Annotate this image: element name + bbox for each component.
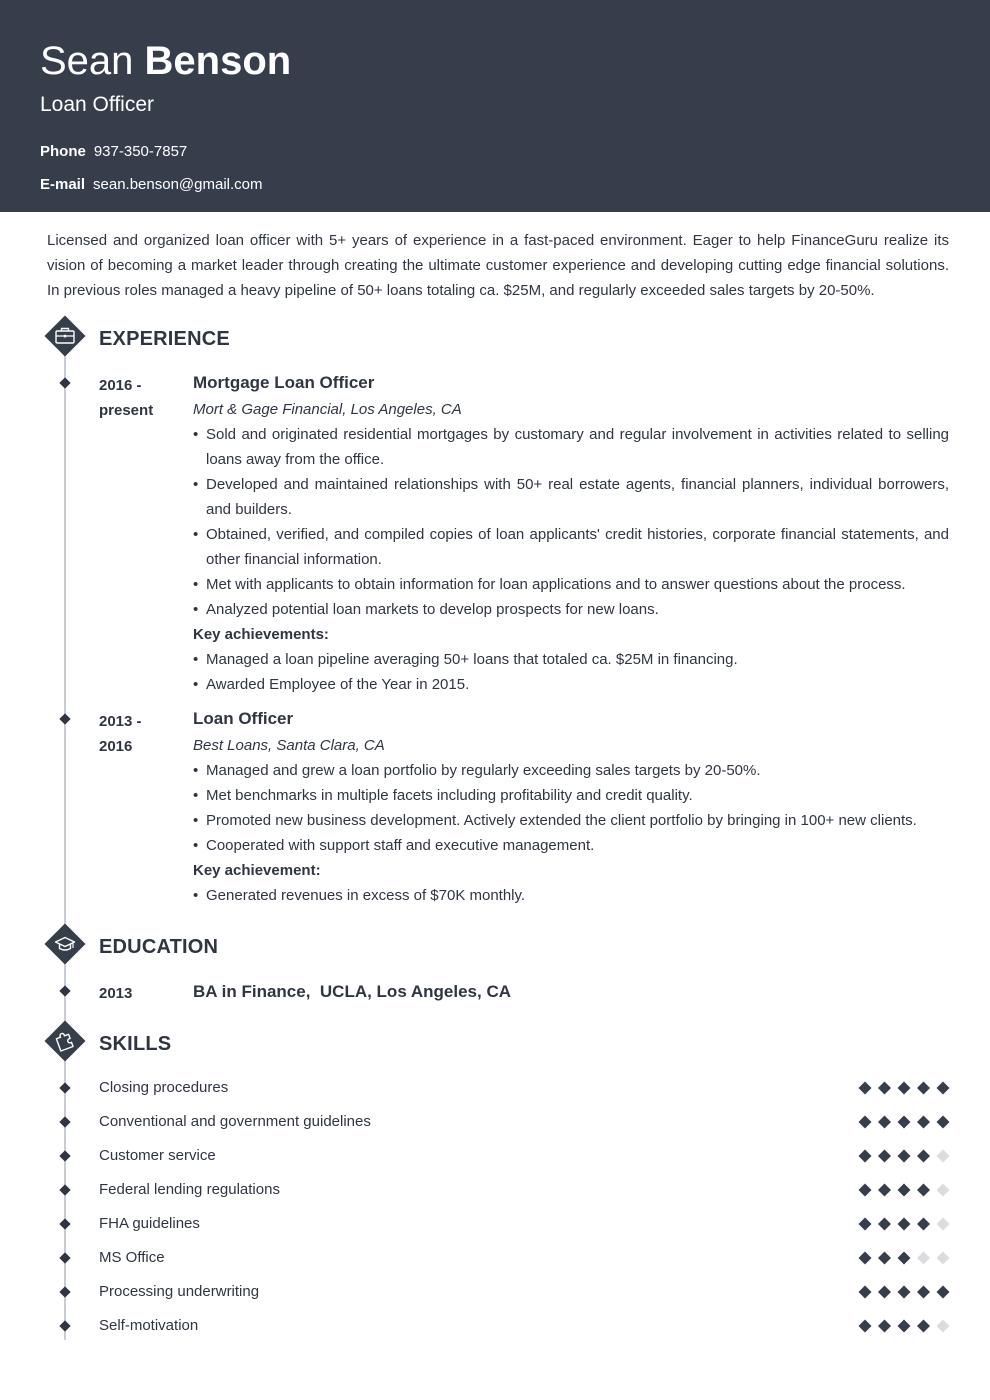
job-details (193, 707, 949, 908)
skill-row (0, 1144, 990, 1168)
job-date-start: 2013 - (99, 713, 142, 730)
skill-rating (858, 1149, 950, 1163)
achievements-label: Key achievements: (193, 626, 329, 643)
rating-diamond-filled (878, 1115, 891, 1128)
education-date: 2013 (99, 985, 133, 1002)
graduation-cap-icon (44, 923, 86, 965)
list-item: • Promoted new business development. Actively extended the client portfolio by bringing in 100+ new clients. (193, 808, 949, 833)
skill-name: Conventional and government guidelines (99, 1113, 371, 1130)
resume-header (0, 0, 990, 212)
last-name: Benson (144, 39, 292, 83)
job-responsibilities (193, 758, 949, 858)
rating-diamond-filled (878, 1149, 891, 1162)
job-date-start: 2016 - (99, 377, 142, 394)
rating-diamond-filled (936, 1081, 949, 1094)
list-item: • Generated revenues in excess of $70K monthly. (193, 883, 949, 908)
skill-rating (858, 1115, 950, 1129)
skill-name: Customer service (99, 1147, 216, 1164)
rating-diamond-filled (917, 1149, 930, 1162)
rating-diamond-filled (897, 1217, 910, 1230)
job-achievements (193, 647, 949, 697)
skill-row (0, 1280, 990, 1304)
skill-rating (858, 1285, 950, 1299)
rating-diamond-filled (897, 1285, 910, 1298)
list-item: • Managed and grew a loan portfolio by regularly exceeding sales targets by 20-50%. (193, 758, 949, 783)
puzzle-icon (44, 1020, 86, 1062)
rating-diamond-filled (858, 1319, 871, 1332)
phone-label: Phone (40, 143, 86, 160)
job-company: Best Loans, Santa Clara, CA (193, 737, 385, 754)
candidate-name (40, 38, 291, 84)
rating-diamond-empty (936, 1319, 949, 1332)
rating-diamond-filled (897, 1319, 910, 1332)
phone-value: 937-350-7857 (93, 143, 188, 160)
skill-row (0, 1314, 990, 1338)
skill-row (0, 1212, 990, 1236)
email-label: E-mail (40, 176, 86, 193)
list-item: • Met benchmarks in multiple facets including profitability and credit quality. (193, 783, 949, 808)
section-title-skills: SKILLS (99, 1033, 172, 1055)
job-role: Loan Officer (193, 709, 294, 728)
profile-summary: Licensed and organized loan officer with 5+ years of experience in a fast-paced environment. Eager to help FinanceGuru realize its vision of becoming a market leader through creating the ultimate customer experience and developing cutting edge financial solutions. In previous roles managed a heavy pipeline of 50+ loans totaling ca. $25M, and regularly exceeded sales targets by 20-50%. (47, 232, 949, 299)
skill-row (0, 1246, 990, 1270)
rating-diamond-filled (878, 1081, 891, 1094)
contact-phone (40, 143, 187, 161)
rating-diamond-filled (917, 1319, 930, 1332)
list-item: • Obtained, verified, and compiled copies of loan applicants' credit histories, corporate financial statements, and other financial information. (193, 522, 949, 572)
skill-name: FHA guidelines (99, 1215, 200, 1232)
email-value: sean.benson@gmail.com (93, 176, 263, 193)
rating-diamond-filled (897, 1149, 910, 1162)
rating-diamond-filled (858, 1217, 871, 1230)
rating-diamond-filled (858, 1183, 871, 1196)
rating-diamond-empty (917, 1251, 930, 1264)
rating-diamond-empty (936, 1149, 949, 1162)
skill-name: Federal lending regulations (99, 1181, 280, 1198)
rating-diamond-filled (936, 1115, 949, 1128)
rating-diamond-filled (917, 1285, 930, 1298)
rating-diamond-filled (858, 1081, 871, 1094)
skill-name: Self-motivation (99, 1317, 199, 1334)
job-details (193, 371, 949, 697)
briefcase-icon (44, 315, 86, 357)
rating-diamond-filled (878, 1183, 891, 1196)
job-responsibilities (193, 422, 949, 622)
rating-diamond-filled (897, 1251, 910, 1264)
list-item: • Cooperated with support staff and executive management. (193, 833, 949, 858)
rating-diamond-filled (878, 1217, 891, 1230)
list-item: • Sold and originated residential mortgages by customary and regular involvement in activities related to selling loans away from the office. (193, 422, 949, 472)
rating-diamond-filled (897, 1081, 910, 1094)
rating-diamond-filled (878, 1319, 891, 1332)
skill-rating (858, 1251, 950, 1265)
list-item: • Awarded Employee of the Year in 2015. (193, 672, 949, 697)
rating-diamond-filled (917, 1217, 930, 1230)
job-achievements (193, 883, 949, 908)
job-date (99, 373, 179, 423)
achievements-label: Key achievement: (193, 862, 321, 879)
skill-name: MS Office (99, 1249, 165, 1266)
list-item: • Developed and maintained relationships with 50+ real estate agents, financial planners, individual borrowers, and builders. (193, 472, 949, 522)
rating-diamond-filled (858, 1285, 871, 1298)
job-date (99, 709, 179, 759)
rating-diamond-filled (858, 1115, 871, 1128)
timeline-dot (59, 377, 71, 389)
skill-row (0, 1110, 990, 1134)
skill-rating (858, 1183, 950, 1197)
contact-email (40, 176, 263, 194)
list-item: • Managed a loan pipeline averaging 50+ loans that totaled ca. $25M in financing. (193, 647, 949, 672)
section-title-experience: EXPERIENCE (99, 328, 230, 350)
job-role: Mortgage Loan Officer (193, 373, 375, 392)
rating-diamond-empty (936, 1217, 949, 1230)
rating-diamond-filled (897, 1183, 910, 1196)
job-date-end: present (99, 402, 154, 419)
rating-diamond-filled (858, 1251, 871, 1264)
section-title-education: EDUCATION (99, 936, 219, 958)
skill-rating (858, 1081, 950, 1095)
timeline-dot (59, 713, 71, 725)
job-company: Mort & Gage Financial, Los Angeles, CA (193, 401, 462, 418)
skill-row (0, 1076, 990, 1100)
rating-diamond-filled (897, 1115, 910, 1128)
rating-diamond-filled (917, 1081, 930, 1094)
rating-diamond-filled (917, 1115, 930, 1128)
skill-name: Closing procedures (99, 1079, 229, 1096)
timeline-dot (59, 985, 71, 997)
skill-rating (858, 1217, 950, 1231)
rating-diamond-filled (917, 1183, 930, 1196)
rating-diamond-filled (878, 1285, 891, 1298)
skill-rating (858, 1319, 950, 1333)
rating-diamond-filled (858, 1149, 871, 1162)
skill-name: Processing underwriting (99, 1283, 260, 1300)
first-name: Sean (40, 39, 134, 83)
list-item: • Analyzed potential loan markets to develop prospects for new loans. (193, 597, 949, 622)
rating-diamond-empty (936, 1183, 949, 1196)
job-date-end: 2016 (99, 738, 133, 755)
rating-diamond-filled (878, 1251, 891, 1264)
rating-diamond-empty (936, 1251, 949, 1264)
education-degree: BA in Finance, UCLA, Los Angeles, CA (193, 982, 511, 1001)
skill-row (0, 1178, 990, 1202)
rating-diamond-filled (936, 1285, 949, 1298)
job-title: Loan Officer (40, 93, 155, 116)
list-item: • Met with applicants to obtain information for loan applications and to answer questions about the process. (193, 572, 949, 597)
